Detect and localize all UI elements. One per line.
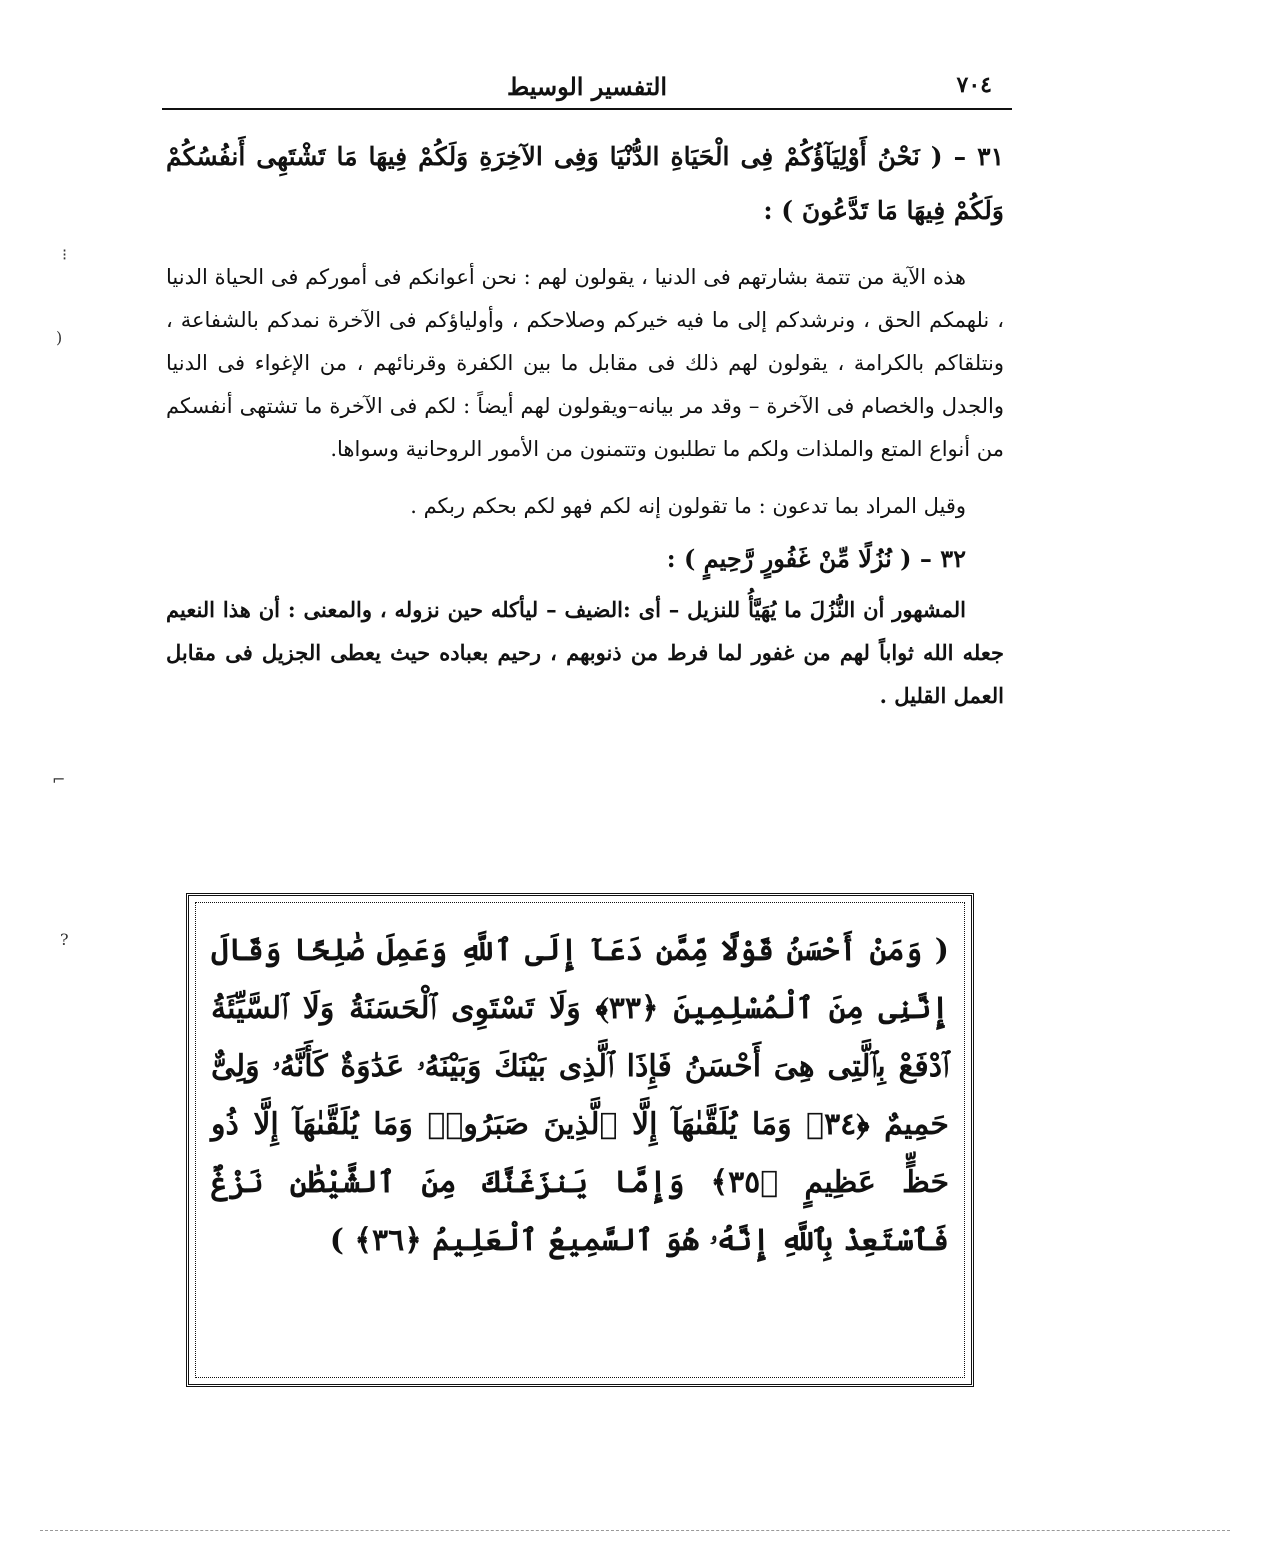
page-header (162, 70, 1012, 110)
verse-31-heading: ٣١ – ( نَحْنُ أَوْلِيَآؤُكُمْ فِى الْحَيَاةِ الدُّنْيَا وَفِى الآخِرَةِ وَلَكُمْ فِيهَا مَا تَشْتَهِى أَنفُسُكُمْ وَلَكُمْ فِيهَا مَا تَدَّعُونَ ) : (166, 142, 1004, 225)
page-number: ٧٠٤ (956, 72, 992, 98)
commentary-paragraph-3: المشهور أن النُّزُلَ ما يُهَيَّأُ للنزيل – أى :الضيف – ليأكله حين نزوله ، والمعنى : أن هذا النعيم جعله الله ثواباً لهم من غفور لما فرط من ذنوبهم ، رحيم بعباده حيث يعطى الجزيل فى مقابل العمل القليل . (166, 597, 1004, 708)
margin-mark: ) (56, 328, 63, 347)
margin-mark: ⌐ (52, 770, 66, 789)
commentary-paragraph-2: وقيل المراد بما تدعون : ما تقولون إنه لكم فهو لكم بحكم ربكم . (410, 494, 966, 518)
quran-verses-text: ( وَمَنْ أَحْسَنُ قَوْلًا مِّمَّن دَعَآ إِلَى ٱللَّهِ وَعَمِلَ صَٰلِحًا وَقَالَ إِنَّنِى مِنَ ٱلْمُسْلِمِينَ ﴿٣٣﴾ وَلَا تَسْتَوِى ٱلْحَسَنَةُ وَلَا ٱلسَّيِّئَةُ ٱدْفَعْ بِٱلَّتِى هِىَ أَحْسَنُ فَإِذَا ٱلَّذِى بَيْنَكَ وَبَيْنَهُۥ عَدَٰوَةٌ كَأَنَّهُۥ وَلِىٌّ حَمِيمٌ ﴿٣٤﴾ وَمَا يُلَقَّىٰهَآ إِلَّا ٱلَّذِينَ صَبَرُوا۟ وَمَا يُلَقَّىٰهَآ إِلَّا ذُو حَظٍّ عَظِيمٍ ﴿٣٥﴾ وَإِمَّا يَنزَغَنَّكَ مِنَ ٱلشَّيْطَٰنِ نَزْغٌ فَٱسْتَعِذْ بِٱللَّهِ إِنَّهُۥ هُوَ ٱلسَّمِيعُ ٱلْعَلِيمُ ﴿٣٦﴾ ) (211, 933, 949, 1258)
margin-mark: ⁝ (62, 245, 68, 264)
margin-mark: ? (60, 930, 69, 949)
quran-verses-frame (186, 893, 974, 1387)
running-title: التفسير الوسيط (506, 72, 668, 101)
verse-32-heading: ٣٢ – ( نُزُلًا مِّنْ غَفُورٍ رَّحِيمٍ ) : (666, 544, 966, 573)
commentary-paragraph-1: هذه الآية من تتمة بشارتهم فى الدنيا ، يقولون لهم : نحن أعوانكم فى أموركم فى الحياة الدنيا ، نلهمكم الحق ، ونرشدكم إلى ما فيه خيركم وصلاحكم ، وأولياؤكم فى الآخرة نمدكم بالشفاعة ، ونتلقاكم بالكرامة ، يقولون لهم ذلك فى مقابل ما بين الكفرة وقرنائهم ، من الإغواء فى الدنيا والجدل والخصام فى الآخرة – وقد مر بيانه–ويقولون لهم أيضاً : لكم فى الآخرة ما تشتهى أنفسكم من أنواع المتع والملذات ولكم ما تطلبون وتتمنون من الأمور الروحانية وسواها. (166, 265, 1004, 461)
scan-edge-line (40, 1530, 1230, 1531)
page-body (166, 130, 1004, 717)
